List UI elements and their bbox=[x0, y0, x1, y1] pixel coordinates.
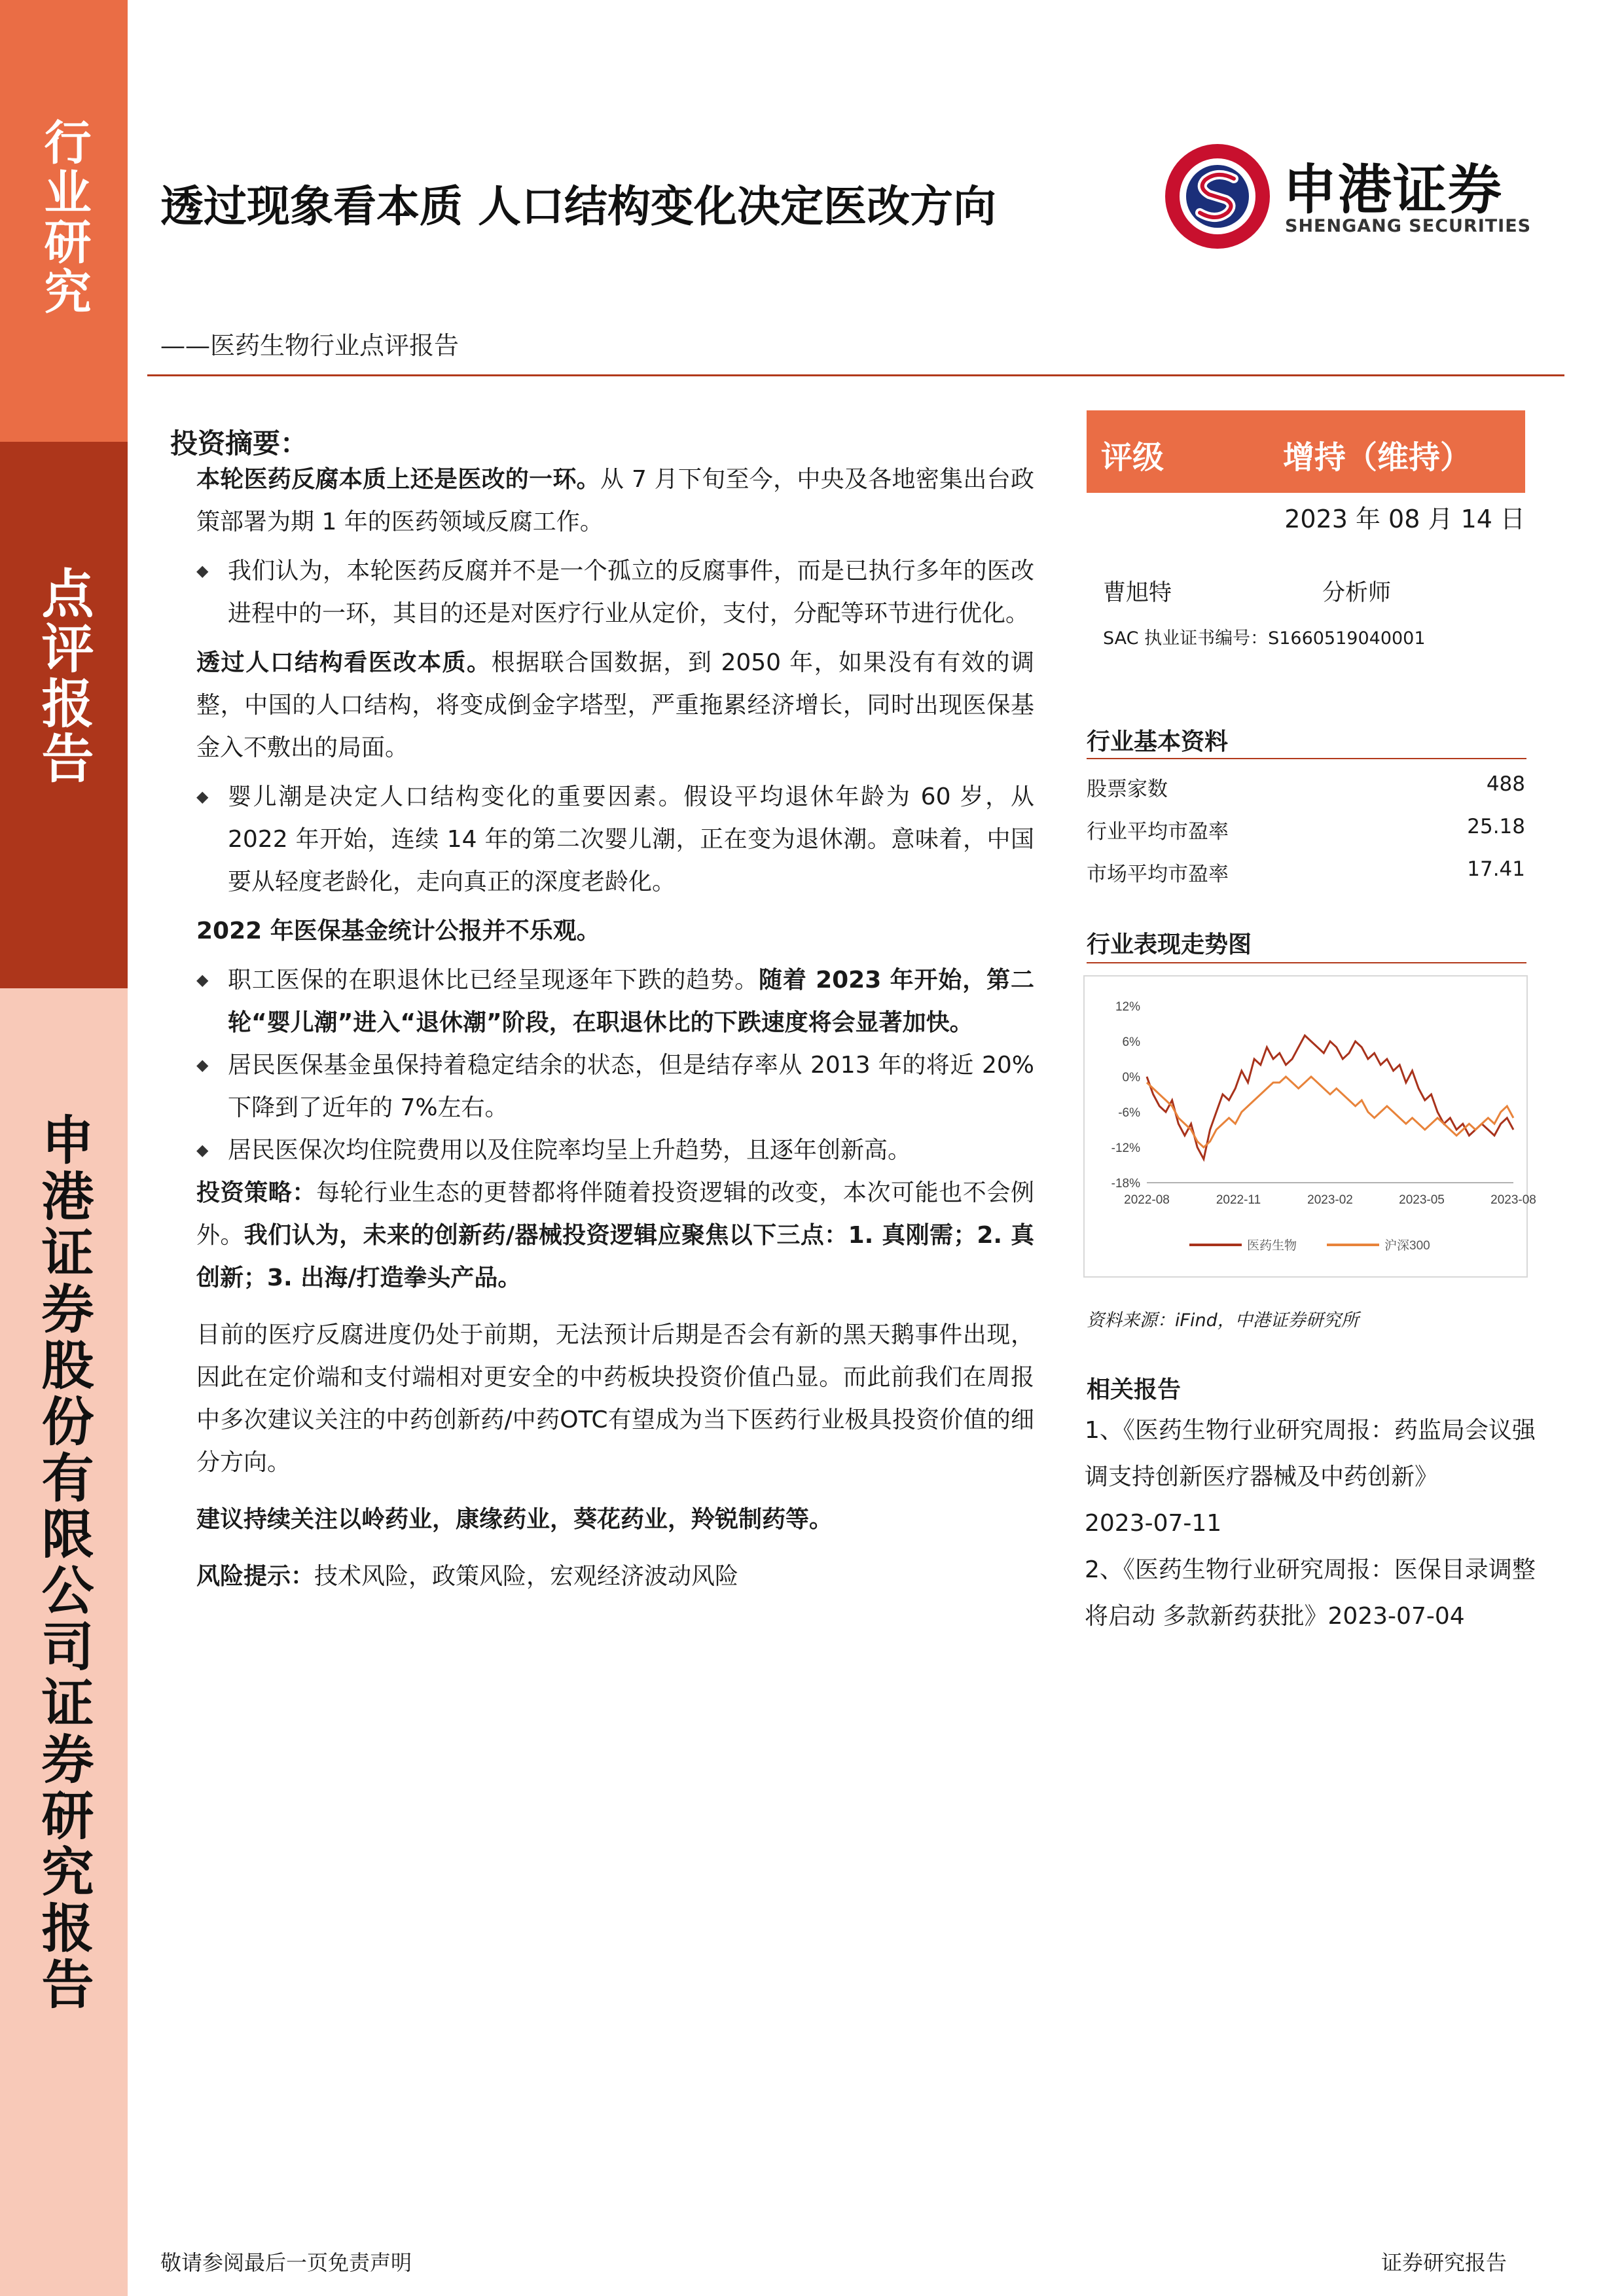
report-date: 2023 年 08 月 14 日 bbox=[1284, 505, 1525, 533]
x-tick-label: 2023-08 bbox=[1490, 1193, 1536, 1207]
logo-en-name: SHENGANG SECURITIES bbox=[1285, 216, 1532, 236]
sidebar-company: 申港证券股份有限公司证券研究报告 bbox=[33, 1113, 94, 2013]
summary-bullet-1: ◆ 我们认为，本轮医药反腐并不是一个孤立的反腐事件，而是已执行多年的医改进程中的一环，其目的还是对医疗行业从定价，支付，分配等环节进行优化。 bbox=[196, 550, 1034, 635]
sidebar-report-type-band bbox=[0, 442, 128, 988]
basics-row bbox=[1087, 815, 1526, 844]
basics-row bbox=[1087, 772, 1526, 802]
summary-paragraph-1: 本轮医药反腐本质上还是医改的一环。从 7 月下旬至今，中央及各地密集出台政策部署为期 1 年的医药领域反腐工作。 bbox=[196, 466, 1034, 535]
y-tick-label: 0% bbox=[1122, 1071, 1140, 1085]
summary-bullet-3: ◆ 职工医保的在职退休比已经呈现逐年下跌的趋势。随着 2023 年开始，第二轮“婴儿潮”进入“退休潮”阶段，在职退休比的下跌速度将会显著加快。 bbox=[196, 959, 1034, 1044]
summary-paragraph-2: 透过人口结构看医改本质。根据联合国数据，到 2050 年，如果没有有效的调整，中国的人口结构，将变成倒金字塔型，严重拖累经济增长，同时出现医保基金入不敷出的局面。 bbox=[196, 649, 1034, 761]
basics-value: 488 bbox=[1486, 772, 1525, 796]
analyst-role: 分析师 bbox=[1322, 580, 1392, 606]
summary-body bbox=[196, 458, 1034, 1598]
basics-value: 17.41 bbox=[1467, 857, 1525, 881]
chart-source: 资料来源：iFind，中港证券研究所 bbox=[1087, 1310, 1359, 1331]
y-tick-label: -12% bbox=[1111, 1141, 1140, 1155]
chart-title: 行业表现走势图 bbox=[1087, 931, 1252, 958]
related-list bbox=[1085, 1407, 1536, 1640]
series-line bbox=[1147, 1077, 1513, 1147]
sidebar-report-type: 点评报告 bbox=[33, 566, 94, 786]
basics-label: 市场平均市盈率 bbox=[1087, 863, 1229, 886]
chart-divider bbox=[1087, 962, 1526, 963]
x-tick-label: 2023-05 bbox=[1399, 1193, 1445, 1207]
summary-paragraph-3: 2022 年医保基金统计公报并不乐观。 bbox=[196, 918, 600, 944]
basics-label: 行业平均市盈率 bbox=[1087, 820, 1229, 844]
related-item-date: 2023-07-11 bbox=[1085, 1510, 1222, 1537]
strategy-paragraph: 投资策略：每轮行业生态的更替都将伴随着投资逻辑的改变，本次可能也不会例外。我们认为，未来的创新药/器械投资逻辑应聚焦以下三点：1. 真刚需；2. 真创新；3. 出海/打造拳头产品。 bbox=[196, 1179, 1034, 1291]
footer-report-type: 证券研究报告 bbox=[1381, 2250, 1507, 2275]
summary-bullet-2: ◆ 婴儿潮是决定人口结构变化的重要因素。假设平均退休年龄为 60 岁，从 2022 年开始，连续 14 年的第二次婴儿潮，正在变为退休潮。意味着，中国要从轻度老龄化，走向真正的深度老龄化。 bbox=[196, 776, 1034, 903]
sidebar-category: 行业研究 bbox=[36, 118, 92, 317]
page-subtitle: ——医药生物行业点评报告 bbox=[160, 331, 460, 360]
related-title: 相关报告 bbox=[1087, 1376, 1182, 1403]
analyst-sac: SAC 执业证书编号：S1660519040001 bbox=[1103, 628, 1426, 649]
y-tick-label: -18% bbox=[1111, 1177, 1140, 1191]
performance-chart-frame bbox=[1083, 975, 1536, 1278]
summary-heading: 投资摘要： bbox=[170, 427, 308, 459]
footer-disclaimer: 敬请参阅最后一页免责声明 bbox=[160, 2250, 412, 2275]
risk-warning: 风险提示：技术风险，政策风险，宏观经济波动风险 bbox=[196, 1563, 739, 1590]
x-tick-label: 2023-02 bbox=[1307, 1193, 1353, 1207]
summary-paragraph-4: 目前的医疗反腐进度仍处于前期，无法预计后期是否会有新的黑天鹅事件出现，因此在定价端和支付端相对更安全的中药板块投资价值凸显。而此前我们在周报中多次建议关注的中药创新药/中药OTC有望成为当下医药行业极具投资价值的细分方向。 bbox=[196, 1321, 1034, 1476]
basics-divider bbox=[1087, 758, 1526, 759]
x-tick-label: 2022-08 bbox=[1124, 1193, 1170, 1207]
page-title: 透过现象看本质 人口结构变化决定医改方向 bbox=[160, 181, 996, 232]
summary-bullet-5: ◆ 居民医保次均住院费用以及住院率均呈上升趋势，且逐年创新高。 bbox=[196, 1129, 1034, 1172]
company-logo-icon bbox=[1162, 141, 1273, 252]
rating-value: 增持（维持） bbox=[1283, 439, 1472, 476]
header-divider bbox=[147, 374, 1564, 376]
sidebar-category-band bbox=[0, 0, 128, 442]
performance-chart bbox=[1085, 977, 1536, 1276]
logo-cn-name: 申港证券 bbox=[1283, 159, 1504, 221]
basics-title: 行业基本资料 bbox=[1087, 728, 1229, 755]
y-tick-label: 6% bbox=[1122, 1035, 1140, 1049]
recommendation: 建议持续关注以岭药业，康缘药业，葵花药业，羚锐制药等。 bbox=[196, 1506, 833, 1533]
series-line bbox=[1147, 1035, 1513, 1159]
summary-bullet-4: ◆ 居民医保基金虽保持着稳定结余的状态，但是结存率从 2013 年的将近 20%下降到了近年的 7%左右。 bbox=[196, 1044, 1034, 1129]
basics-row bbox=[1087, 857, 1526, 887]
sidebar-company-band bbox=[0, 988, 128, 2296]
legend-label: 医药生物 bbox=[1247, 1239, 1297, 1253]
related-item: 2、《医药生物行业研究周报：医保目录调整将启动 多款新药获批》2023-07-04 bbox=[1085, 1556, 1536, 1630]
basics-value: 25.18 bbox=[1467, 815, 1525, 838]
rating-label: 评级 bbox=[1101, 439, 1164, 476]
y-tick-label: 12% bbox=[1115, 1000, 1140, 1014]
analyst-name: 曹旭特 bbox=[1103, 580, 1172, 606]
legend-label: 沪深300 bbox=[1384, 1239, 1430, 1253]
rating-box bbox=[1087, 410, 1525, 493]
basics-label: 股票家数 bbox=[1087, 778, 1168, 801]
y-tick-label: -6% bbox=[1118, 1106, 1140, 1120]
related-item: 1、《医药生物行业研究周报：药监局会议强调支持创新医疗器械及中药创新》 bbox=[1085, 1417, 1536, 1490]
x-tick-label: 2022-11 bbox=[1216, 1193, 1261, 1207]
